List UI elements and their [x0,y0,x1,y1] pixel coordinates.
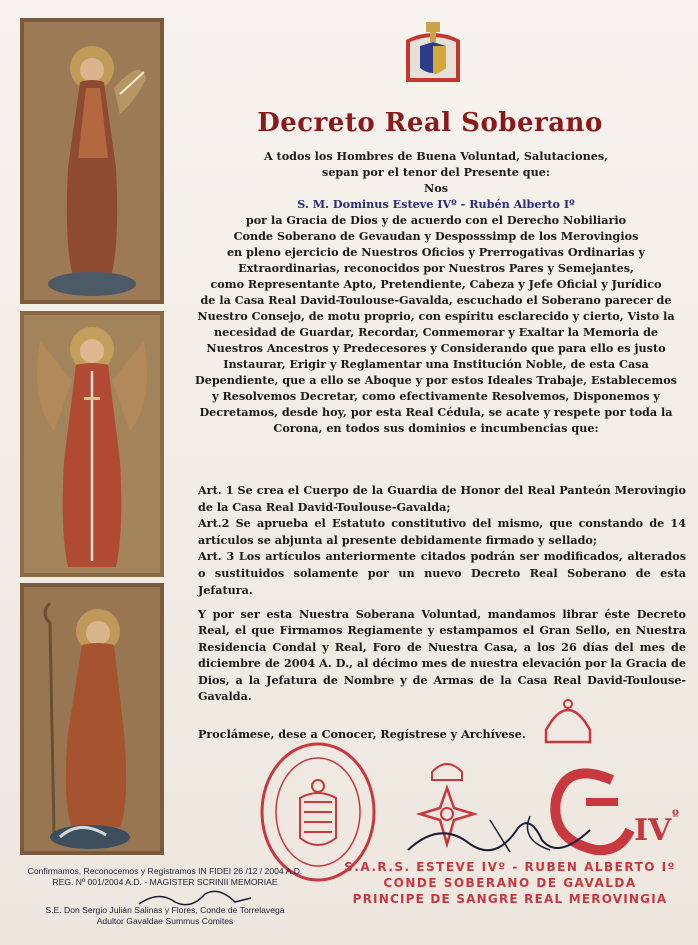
decree-closing: Y por ser esta Nuestra Soberana Voluntad, mandamos librar éste Decreto Real, el que Firmamos Regiamente y estampamos el Gran Sello, en Nuestra Residencia Condal y Real, Foro de Nuestra Casa, a los 26 días del mes de diciembre de 2004 A. D., al décimo mes de nuestra elevación por la Gracia de Dios, a la Jefatura de Nombre y de Armas de la Casa Real David-Toulouse-Gavalda. [198,607,686,704]
stamp-line-3: PRINCIPE DE SANGRE REAL MEROVINGIA [352,892,668,906]
preamble-line: A todos los Hombres de Buena Voluntad, Salutaciones, [263,149,609,163]
preamble-line: Corona, en todos sus dominios e incumbencias que: [273,421,599,435]
registry-line-1: Confirmamos, Reconocemos y Registramos IN FIDEI 26 /12 / 2004 A.D. [27,866,303,876]
preamble-line: sepan por el tenor del Presente que: [322,165,550,179]
painting-annunciation-angel [20,18,164,304]
registry-line-3: S.E. Don Sergio Julián Salinas y Flores, Conde de Torrelavega [45,905,285,915]
page-title: Decreto Real Soberano [257,108,603,138]
registry-confirmation [20,866,310,888]
registry-line-4: Adultor Gavaldae Summus Comites [96,916,234,926]
stamp-text [330,860,690,906]
decree-articles [198,482,686,598]
preamble-line: por la Gracia de Dios y de acuerdo con el Derecho Nobiliario [245,213,627,227]
preamble-line: Extraordinarias, reconocidos por Nuestros Pares y Semejantes, [238,261,634,275]
preamble-line: como Representante Apto, Pretendiente, Cabeza y Jefe Oficial y Jurídico [210,277,662,291]
preamble-line: Instaurar, Erigir y Reglamentar una Institución Noble, de esta Casa [223,357,649,371]
stamp-line-2: CONDE SOBERANO DE GAVALDA [383,876,637,890]
article-2: Art.2 Se aprueba el Estatuto constitutivo del mismo, que constando de 14 artículos se abjunta al presente debidamente firmado y sellado; [198,516,686,547]
preamble-line: en pleno ejercicio de Nuestros Oficios y Prerrogativas Ordinarias y [226,245,646,259]
svg-text:º: º [672,808,679,824]
painting-archangel-sword [20,311,164,577]
coat-of-arms [400,20,466,90]
preamble-line: necesidad de Guardar, Recordar, Conmemorar y Exaltar la Memoria de [213,325,659,339]
preamble-line: Conde Soberano de Gevaudan y Desposssimp de los Merovingios [233,229,639,243]
article-1: Art. 1 Se crea el Cuerpo de la Guardia de Honor del Real Panteón Merovingio de la Casa Real David-Toulouse-Gavalda; [198,483,686,514]
preamble-line: S. M. Dominus Esteve IVº - Rubén Alberto Iº [297,197,575,211]
decree-preamble [186,148,686,436]
registrar-credentials [20,905,310,927]
preamble-line: y Resolvemos Decretar, como efectivamente Resolvemos, Disponemos y [212,389,660,403]
preamble-line: de la Casa Real David-Toulouse-Gavalda, escuchado el Soberano parecer de [200,293,672,307]
painting-saint-with-crozier [20,583,164,855]
registry-line-2: REG. Nº 001/2004 A.D. - MAGISTER SCRINII MEMORIAE [52,877,278,887]
preamble-line: Decretamos, desde hoy, por esta Real Cédula, se acate y respete por toda la [199,405,673,419]
preamble-line: Dependiente, que a ello se Aboque y por estos Ideales Trabaje, Establecemos [195,373,677,387]
stamp-line-1: S.A.R.S. ESTEVE IVº - RUBEN ALBERTO Iº [344,860,676,874]
royal-signature [400,810,600,860]
svg-text:IV: IV [634,813,672,848]
preamble-line: Nos [424,181,448,195]
preamble-line: Nuestros Ancestros y Predecesores y Considerando que para ello es justo [206,341,666,355]
decree-proclamation: Proclámese, dese a Conocer, Regístrese y Archívese. [198,727,526,741]
article-3: Art. 3 Los artículos anteriormente citados podrán ser modificados, alterados o sustituidos solamente por un nuevo Decreto Real Soberano de esta Jefatura. [198,549,686,597]
preamble-line: Nuestro Consejo, de motu proprio, con espíritu esclarecido y cierto, Visto la [197,309,675,323]
